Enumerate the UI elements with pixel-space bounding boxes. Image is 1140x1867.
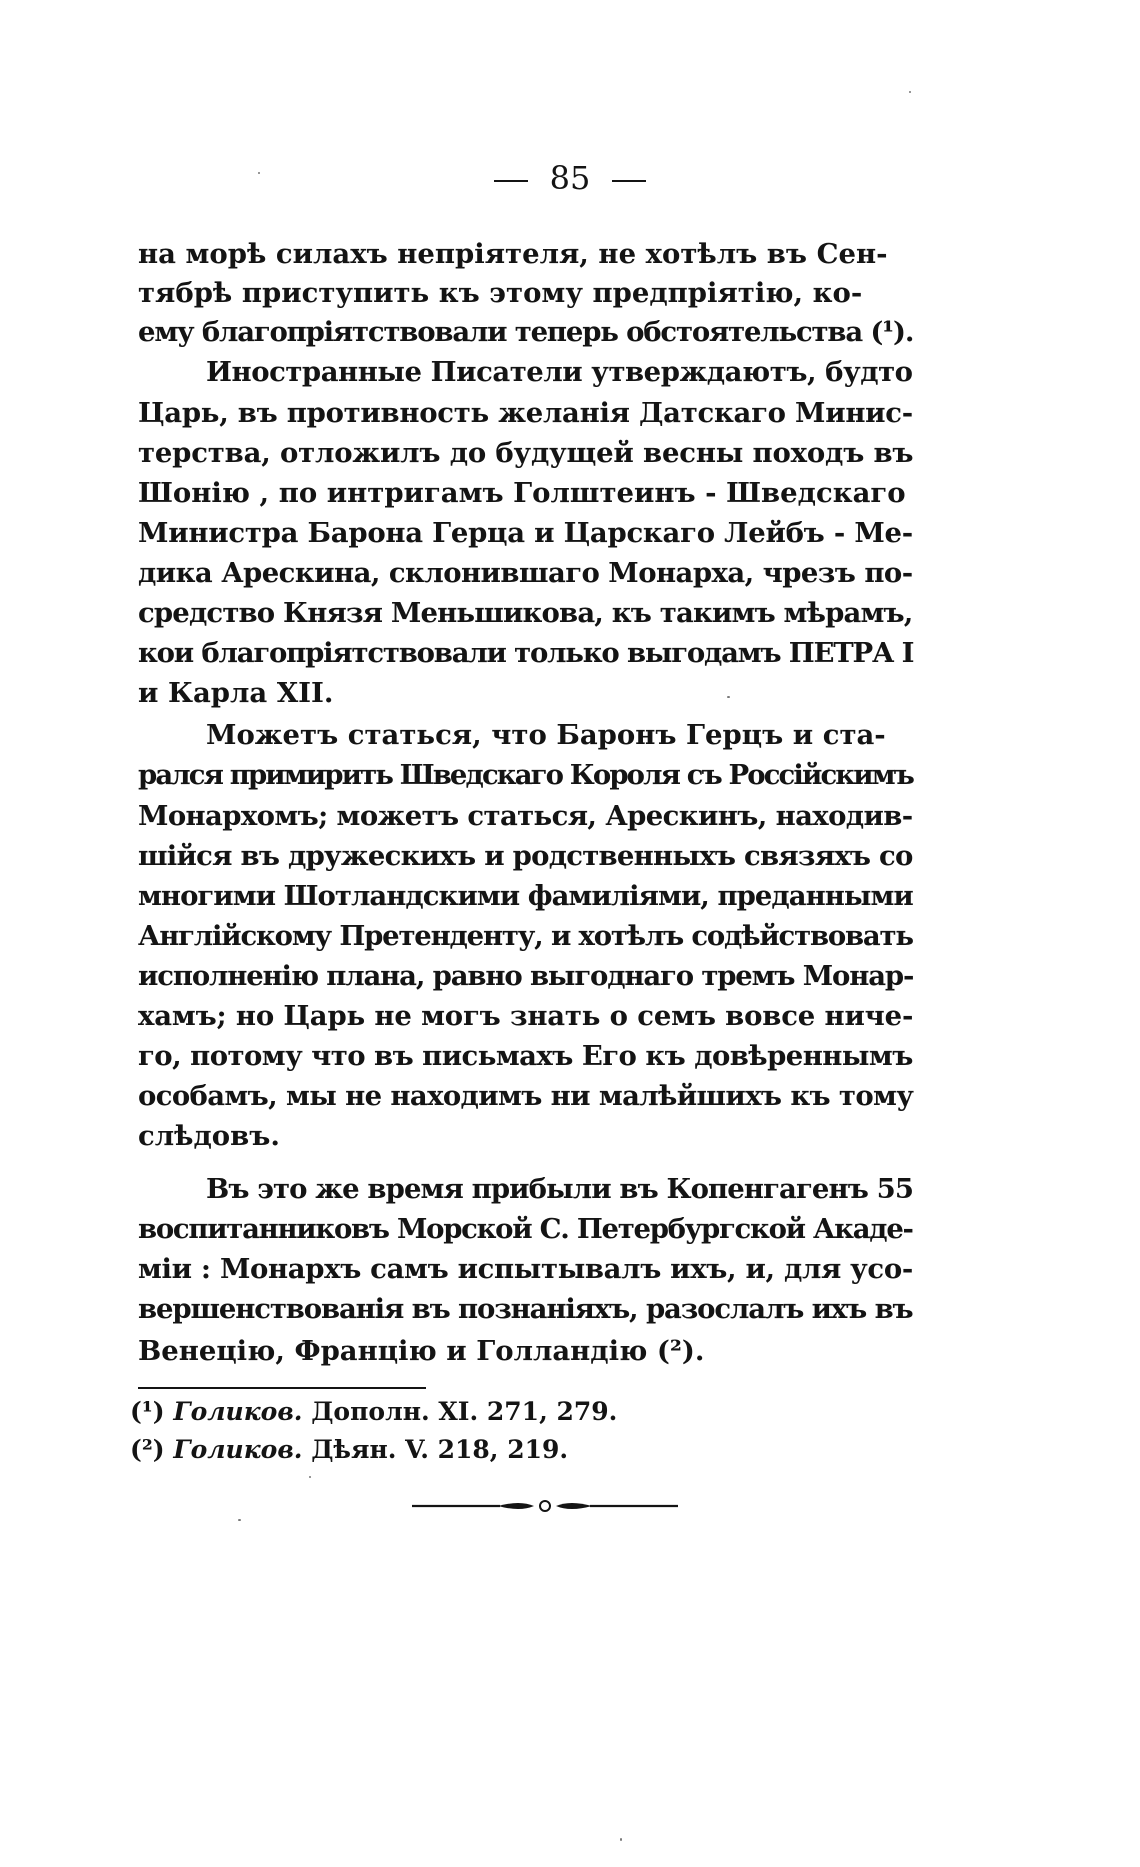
ornament-divider bbox=[410, 1496, 680, 1516]
text-line: воспитанниковъ Морской С. Петербургской Акаде- bbox=[138, 1213, 913, 1245]
footnote-rule bbox=[138, 1387, 426, 1389]
text-line: многими Шотландскими фамиліями, преданными bbox=[138, 880, 913, 912]
footnote-2 bbox=[130, 1432, 568, 1468]
paper-speck bbox=[309, 1476, 311, 1478]
text-line: исполненію плана, равно выгоднаго тремъ Монар- bbox=[138, 960, 914, 992]
text-line: Монархомъ; можетъ статься, Арескинъ, находив- bbox=[138, 800, 913, 832]
page-header bbox=[0, 158, 1140, 198]
text-line: го, потому что въ письмахъ Его къ довѣреннымъ bbox=[138, 1040, 913, 1072]
footnote-text: Дѣян. V. 218, 219. bbox=[311, 1435, 569, 1464]
text-line: Можетъ статься, что Баронъ Герцъ и ста- bbox=[206, 719, 886, 751]
paper-speck bbox=[727, 696, 730, 698]
footnote-1 bbox=[130, 1394, 617, 1430]
text-line: міи : Монархъ самъ испытывалъ ихъ, и, для усо- bbox=[138, 1253, 913, 1285]
text-line: средство Князя Меньшикова, къ такимъ мѣрамъ, bbox=[138, 597, 913, 629]
text-line: Въ это же время прибыли въ Копенгагенъ 55 bbox=[206, 1173, 914, 1205]
paper-speck bbox=[258, 172, 260, 174]
text-line: вершенствованія въ познаніяхъ, разослалъ ихъ въ bbox=[138, 1293, 913, 1325]
text-line: Англійскому Претенденту, и хотѣлъ содѣйствовать bbox=[138, 920, 913, 952]
footnote-marker: (¹) bbox=[130, 1397, 165, 1426]
text-line: Царь, въ противность желанія Датскаго Минис- bbox=[138, 397, 913, 429]
text-line: Венецію, Францію и Голландію (²). bbox=[138, 1335, 705, 1367]
text-line: дика Арескина, склонившаго Монарха, чрезъ по- bbox=[138, 557, 913, 589]
text-line: слѣдовъ. bbox=[138, 1120, 280, 1152]
footnote-author: Голиков. bbox=[173, 1397, 303, 1426]
text-line: кои благопріятствовали только выгодамъ ПЕТРА I bbox=[138, 637, 914, 669]
footnote-text: Дополн. XI. 271, 279. bbox=[311, 1397, 618, 1426]
text-line: шійся въ дружескихъ и родственныхъ связяхъ со bbox=[138, 840, 913, 872]
text-line: и Карла XII. bbox=[138, 677, 334, 709]
page-number: 85 bbox=[549, 159, 591, 197]
text-line: особамъ, мы не находимъ ни малѣйшихъ къ тому bbox=[138, 1080, 914, 1112]
text-line: Министра Барона Герца и Царскаго Лейбъ - Ме- bbox=[138, 517, 913, 549]
paper-speck bbox=[238, 1519, 241, 1521]
text-line: ему благопріятствовали теперь обстоятельства (¹). bbox=[138, 316, 914, 348]
text-line: хамъ; но Царь не могъ знать о семъ вовсе ниче- bbox=[138, 1000, 914, 1032]
text-line: терства, отложилъ до будущей весны походъ въ bbox=[138, 437, 914, 469]
text-line: Шонію , по интригамъ Голштеинъ - Шведскаго bbox=[138, 477, 906, 509]
paper-speck bbox=[620, 1838, 622, 1841]
text-line: на морѣ силахъ непріятеля, не хотѣлъ въ Сен- bbox=[138, 238, 888, 270]
text-line: рался примирить Шведскаго Короля съ Россійскимъ bbox=[138, 759, 913, 791]
footnote-marker: (²) bbox=[130, 1435, 165, 1464]
header-dash-left bbox=[494, 180, 528, 182]
footnote-author: Голиков. bbox=[173, 1435, 303, 1464]
text-line: тябрѣ приступить къ этому предпріятію, ко- bbox=[138, 277, 863, 309]
header-dash-right bbox=[612, 180, 646, 182]
paper-speck bbox=[909, 91, 911, 93]
text-line: Иностранные Писатели утверждаютъ, будто bbox=[206, 356, 913, 388]
